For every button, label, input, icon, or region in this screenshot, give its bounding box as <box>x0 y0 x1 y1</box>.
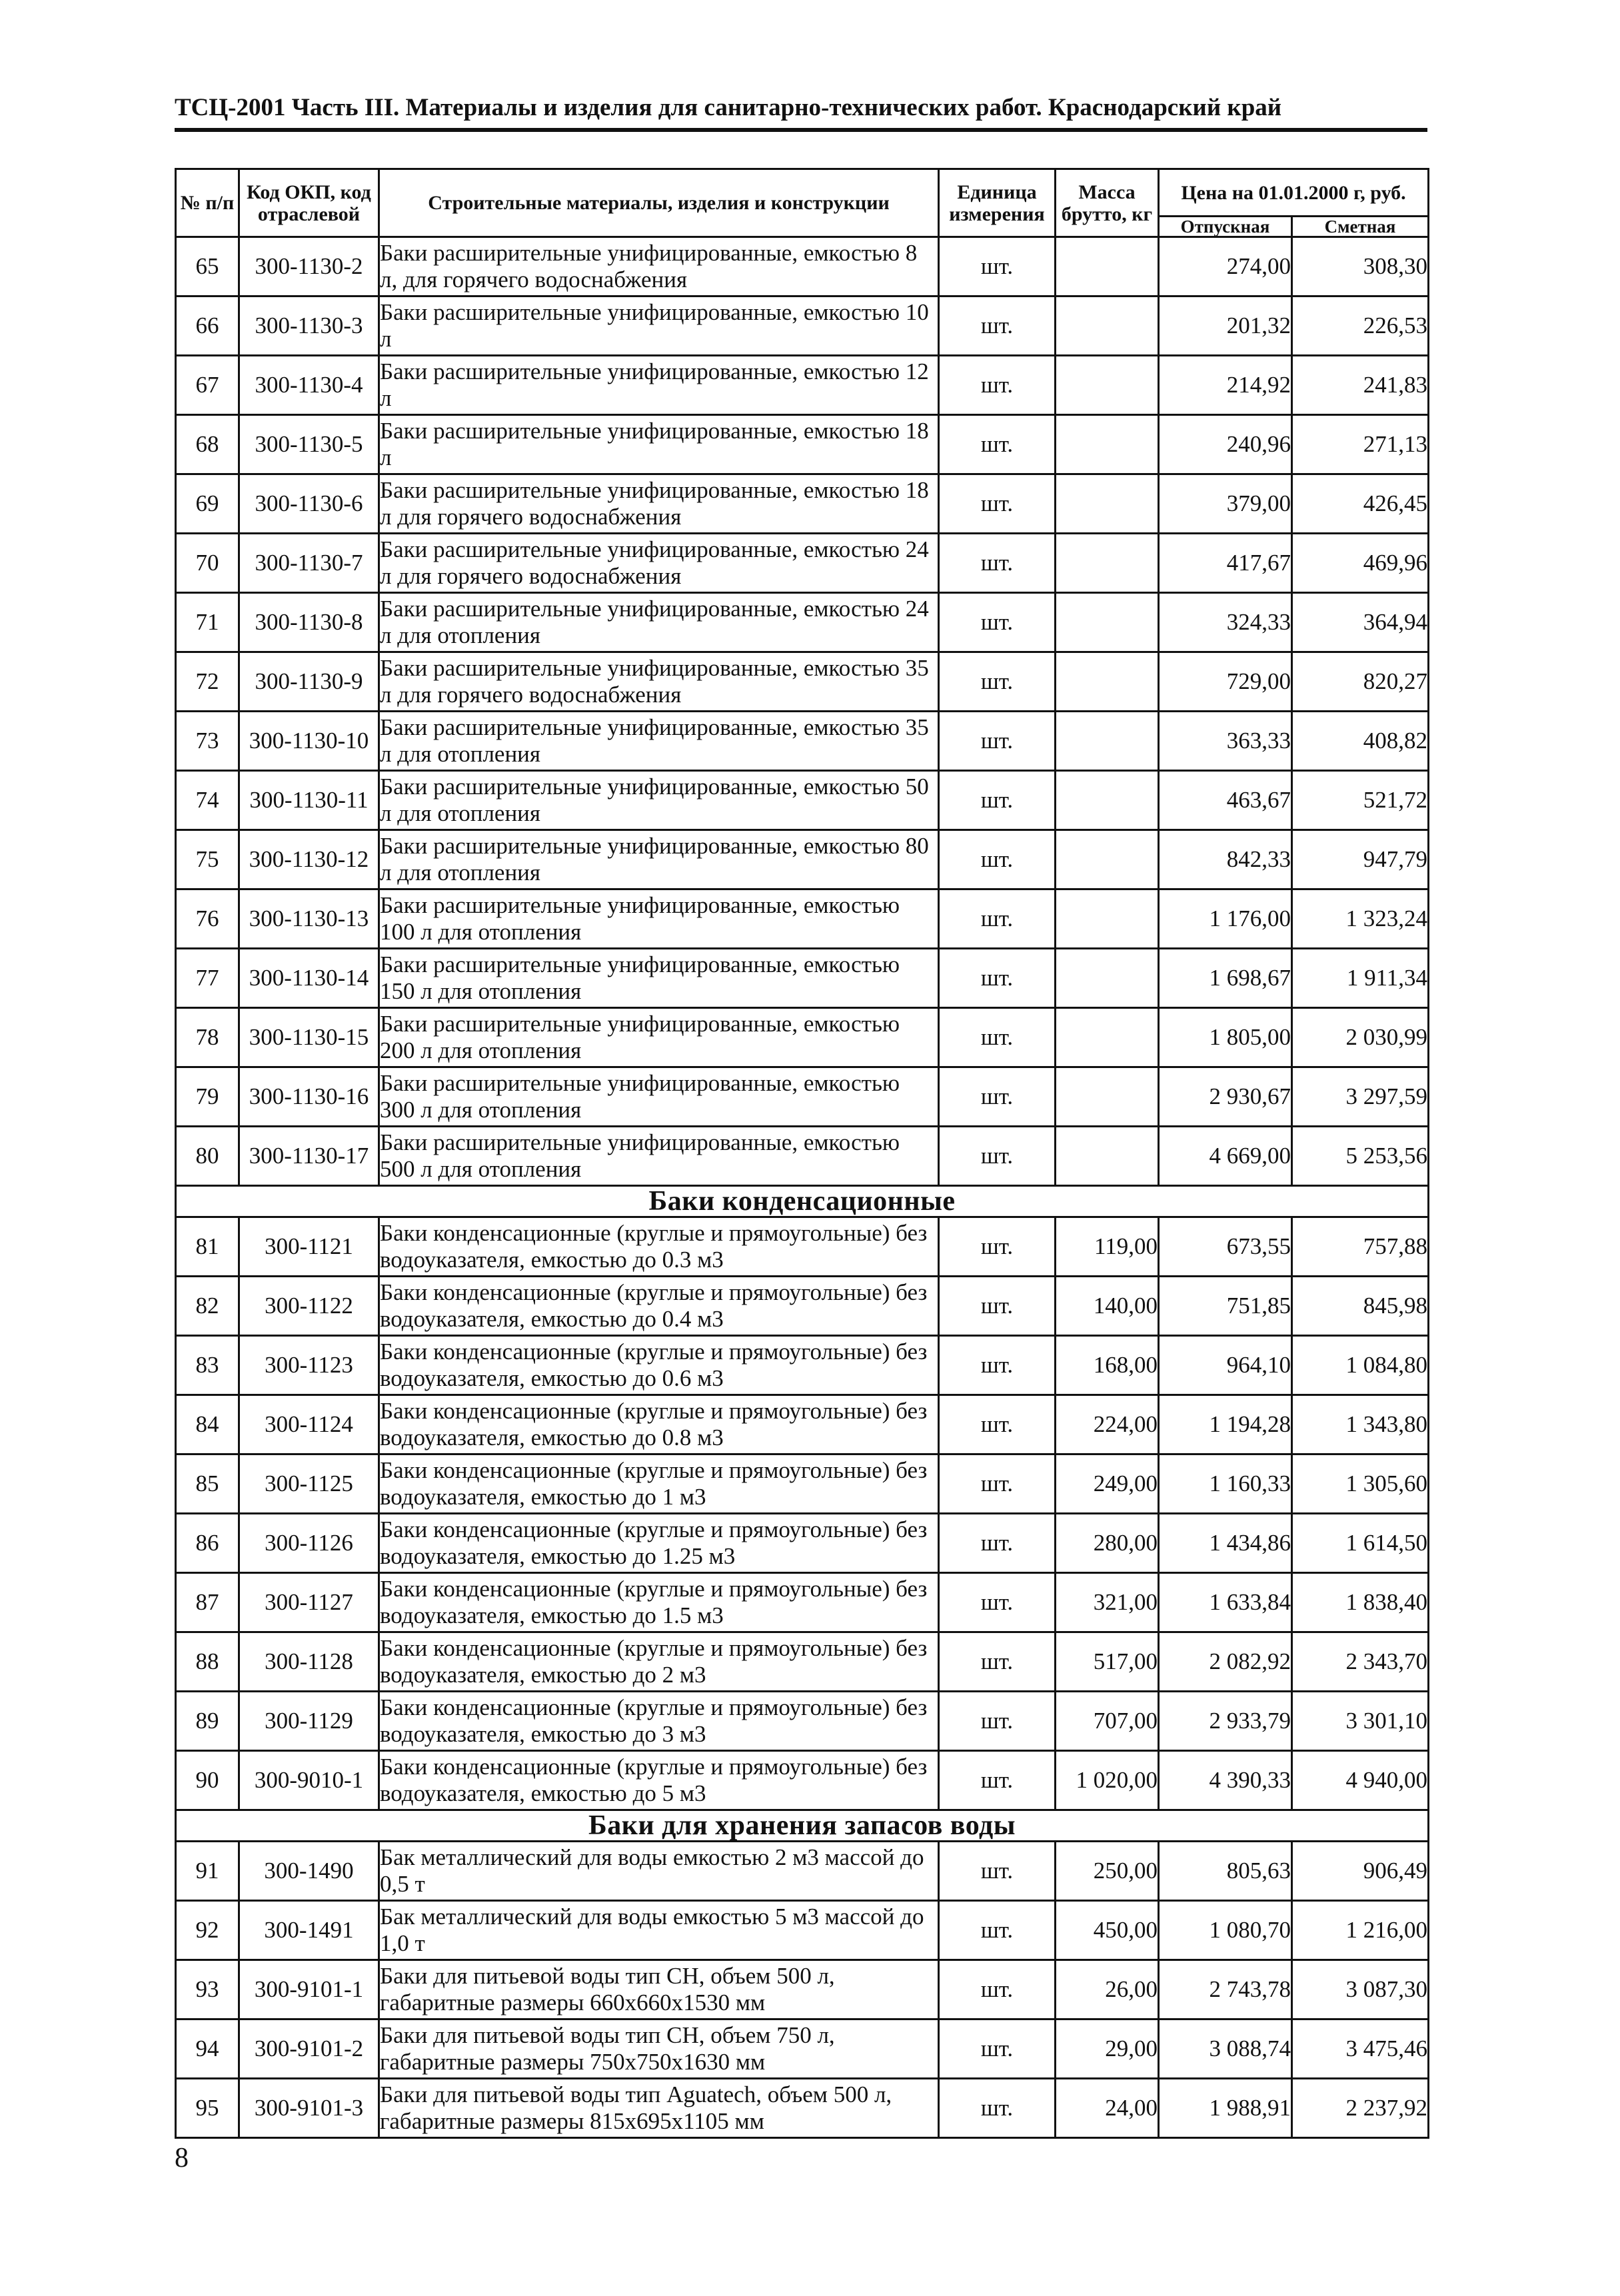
estimate-price-cell: 3 087,30 <box>1292 1960 1429 2019</box>
description-cell: Баки расширительные унифицированные, емкостью 24 л для отопления <box>379 593 939 652</box>
description-cell: Баки расширительные унифицированные, емкостью 35 л для отопления <box>379 712 939 771</box>
table-row <box>176 1395 1429 1454</box>
table-row <box>176 1842 1429 1901</box>
table-row <box>176 1514 1429 1573</box>
description-cell: Баки конденсационные (круглые и прямоугольные) без водоуказателя, емкостью до 1.5 м3 <box>379 1573 939 1632</box>
price-table <box>175 168 1429 2139</box>
unit-cell: шт. <box>939 1008 1056 1067</box>
code-cell: 300-9010-1 <box>239 1751 379 1810</box>
release-price-cell: 2 933,79 <box>1159 1692 1292 1751</box>
row-number-cell: 94 <box>176 2019 239 2079</box>
row-number-cell: 66 <box>176 296 239 356</box>
code-cell: 300-9101-3 <box>239 2079 379 2138</box>
description-cell: Баки расширительные унифицированные, емкостью 200 л для отопления <box>379 1008 939 1067</box>
unit-cell: шт. <box>939 2079 1056 2138</box>
estimate-price-cell: 3 297,59 <box>1292 1067 1429 1127</box>
release-price-cell: 2 930,67 <box>1159 1067 1292 1127</box>
code-cell: 300-1123 <box>239 1336 379 1395</box>
mass-cell: 168,00 <box>1056 1336 1159 1395</box>
estimate-price-cell: 2 030,99 <box>1292 1008 1429 1067</box>
table-row <box>176 2079 1429 2138</box>
code-cell: 300-1130-12 <box>239 830 379 889</box>
table-row <box>176 415 1429 474</box>
table-row <box>176 1454 1429 1514</box>
mass-cell <box>1056 356 1159 415</box>
description-cell: Баки конденсационные (круглые и прямоугольные) без водоуказателя, емкостью до 5 м3 <box>379 1751 939 1810</box>
code-cell: 300-1130-16 <box>239 1067 379 1127</box>
table-row <box>176 534 1429 593</box>
header-price-release: Отпускная <box>1159 217 1292 237</box>
description-cell: Баки расширительные унифицированные, емкостью 18 л для горячего водоснабжения <box>379 474 939 534</box>
row-number-cell: 76 <box>176 889 239 949</box>
mass-cell: 1 020,00 <box>1056 1751 1159 1810</box>
mass-cell: 29,00 <box>1056 2019 1159 2079</box>
row-number-cell: 81 <box>176 1217 239 1277</box>
estimate-price-cell: 2 237,92 <box>1292 2079 1429 2138</box>
release-price-cell: 1 160,33 <box>1159 1454 1292 1514</box>
unit-cell: шт. <box>939 1632 1056 1692</box>
release-price-cell: 4 669,00 <box>1159 1127 1292 1186</box>
mass-cell <box>1056 534 1159 593</box>
estimate-price-cell: 1 084,80 <box>1292 1336 1429 1395</box>
mass-cell: 321,00 <box>1056 1573 1159 1632</box>
row-number-cell: 78 <box>176 1008 239 1067</box>
mass-cell <box>1056 1127 1159 1186</box>
code-cell: 300-1491 <box>239 1901 379 1960</box>
release-price-cell: 417,67 <box>1159 534 1292 593</box>
table-row <box>176 1692 1429 1751</box>
mass-cell <box>1056 712 1159 771</box>
code-cell: 300-1130-10 <box>239 712 379 771</box>
row-number-cell: 69 <box>176 474 239 534</box>
estimate-price-cell: 364,94 <box>1292 593 1429 652</box>
unit-cell: шт. <box>939 771 1056 830</box>
section-header-row <box>176 1810 1429 1842</box>
estimate-price-cell: 426,45 <box>1292 474 1429 534</box>
header-unit: Единица измерения <box>939 169 1056 237</box>
row-number-cell: 90 <box>176 1751 239 1810</box>
code-cell: 300-1127 <box>239 1573 379 1632</box>
mass-cell: 119,00 <box>1056 1217 1159 1277</box>
mass-cell: 224,00 <box>1056 1395 1159 1454</box>
table-row <box>176 1217 1429 1277</box>
mass-cell <box>1056 415 1159 474</box>
table-row <box>176 593 1429 652</box>
release-price-cell: 2 082,92 <box>1159 1632 1292 1692</box>
code-cell: 300-1130-15 <box>239 1008 379 1067</box>
unit-cell: шт. <box>939 1751 1056 1810</box>
unit-cell: шт. <box>939 296 1056 356</box>
table-row <box>176 1067 1429 1127</box>
release-price-cell: 2 743,78 <box>1159 1960 1292 2019</box>
unit-cell: шт. <box>939 889 1056 949</box>
mass-cell <box>1056 237 1159 296</box>
row-number-cell: 65 <box>176 237 239 296</box>
release-price-cell: 1 805,00 <box>1159 1008 1292 1067</box>
estimate-price-cell: 820,27 <box>1292 652 1429 712</box>
description-cell: Баки расширительные унифицированные, емкостью 80 л для отопления <box>379 830 939 889</box>
table-row <box>176 1632 1429 1692</box>
row-number-cell: 70 <box>176 534 239 593</box>
estimate-price-cell: 4 940,00 <box>1292 1751 1429 1810</box>
description-cell: Баки конденсационные (круглые и прямоугольные) без водоуказателя, емкостью до 1.25 м3 <box>379 1514 939 1573</box>
section-header-row <box>176 1186 1429 1217</box>
estimate-price-cell: 3 475,46 <box>1292 2019 1429 2079</box>
estimate-price-cell: 5 253,56 <box>1292 1127 1429 1186</box>
header-price: Цена на 01.01.2000 г, руб. <box>1159 169 1429 217</box>
description-cell: Баки конденсационные (круглые и прямоугольные) без водоуказателя, емкостью до 0.8 м3 <box>379 1395 939 1454</box>
code-cell: 300-1124 <box>239 1395 379 1454</box>
code-cell: 300-1130-14 <box>239 949 379 1008</box>
code-cell: 300-1128 <box>239 1632 379 1692</box>
unit-cell: шт. <box>939 1217 1056 1277</box>
code-cell: 300-1125 <box>239 1454 379 1514</box>
table-row <box>176 1008 1429 1067</box>
mass-cell <box>1056 593 1159 652</box>
unit-cell: шт. <box>939 1395 1056 1454</box>
mass-cell <box>1056 1067 1159 1127</box>
row-number-cell: 75 <box>176 830 239 889</box>
table-row <box>176 296 1429 356</box>
release-price-cell: 964,10 <box>1159 1336 1292 1395</box>
mass-cell: 24,00 <box>1056 2079 1159 2138</box>
unit-cell: шт. <box>939 1336 1056 1395</box>
row-number-cell: 85 <box>176 1454 239 1514</box>
table-row <box>176 237 1429 296</box>
row-number-cell: 68 <box>176 415 239 474</box>
code-cell: 300-1130-4 <box>239 356 379 415</box>
mass-cell <box>1056 652 1159 712</box>
code-cell: 300-1130-11 <box>239 771 379 830</box>
release-price-cell: 1 434,86 <box>1159 1514 1292 1573</box>
unit-cell: шт. <box>939 1573 1056 1632</box>
unit-cell: шт. <box>939 237 1056 296</box>
row-number-cell: 95 <box>176 2079 239 2138</box>
description-cell: Баки расширительные унифицированные, емкостью 12 л <box>379 356 939 415</box>
table-row <box>176 771 1429 830</box>
unit-cell: шт. <box>939 1960 1056 2019</box>
code-cell: 300-1490 <box>239 1842 379 1901</box>
release-price-cell: 729,00 <box>1159 652 1292 712</box>
code-cell: 300-1122 <box>239 1277 379 1336</box>
page-number: 8 <box>175 2143 189 2173</box>
estimate-price-cell: 308,30 <box>1292 237 1429 296</box>
release-price-cell: 274,00 <box>1159 237 1292 296</box>
code-cell: 300-1130-9 <box>239 652 379 712</box>
table-row <box>176 1573 1429 1632</box>
header-num: № п/п <box>176 169 239 237</box>
mass-cell <box>1056 1008 1159 1067</box>
estimate-price-cell: 2 343,70 <box>1292 1632 1429 1692</box>
row-number-cell: 71 <box>176 593 239 652</box>
row-number-cell: 79 <box>176 1067 239 1127</box>
row-number-cell: 83 <box>176 1336 239 1395</box>
estimate-price-cell: 271,13 <box>1292 415 1429 474</box>
unit-cell: шт. <box>939 1514 1056 1573</box>
code-cell: 300-1130-3 <box>239 296 379 356</box>
description-cell: Баки конденсационные (круглые и прямоугольные) без водоуказателя, емкостью до 2 м3 <box>379 1632 939 1692</box>
release-price-cell: 751,85 <box>1159 1277 1292 1336</box>
release-price-cell: 363,33 <box>1159 712 1292 771</box>
row-number-cell: 88 <box>176 1632 239 1692</box>
table-row <box>176 712 1429 771</box>
release-price-cell: 324,33 <box>1159 593 1292 652</box>
estimate-price-cell: 845,98 <box>1292 1277 1429 1336</box>
mass-cell <box>1056 949 1159 1008</box>
estimate-price-cell: 521,72 <box>1292 771 1429 830</box>
code-cell: 300-1130-17 <box>239 1127 379 1186</box>
section-title: Баки для хранения запасов воды <box>176 1810 1429 1842</box>
code-cell: 300-1130-13 <box>239 889 379 949</box>
header-price-estimate: Сметная <box>1292 217 1429 237</box>
table-row <box>176 1901 1429 1960</box>
unit-cell: шт. <box>939 712 1056 771</box>
row-number-cell: 92 <box>176 1901 239 1960</box>
table-body <box>176 237 1429 2138</box>
table-row <box>176 830 1429 889</box>
description-cell: Баки расширительные унифицированные, емкостью 150 л для отопления <box>379 949 939 1008</box>
row-number-cell: 72 <box>176 652 239 712</box>
table-row <box>176 356 1429 415</box>
code-cell: 300-1121 <box>239 1217 379 1277</box>
row-number-cell: 74 <box>176 771 239 830</box>
table-row <box>176 474 1429 534</box>
unit-cell: шт. <box>939 652 1056 712</box>
estimate-price-cell: 408,82 <box>1292 712 1429 771</box>
row-number-cell: 77 <box>176 949 239 1008</box>
unit-cell: шт. <box>939 2019 1056 2079</box>
row-number-cell: 91 <box>176 1842 239 1901</box>
document-title: ТСЦ-2001 Часть III. Материалы и изделия для санитарно-технических работ. Краснодарский край <box>175 94 1282 121</box>
mass-cell <box>1056 296 1159 356</box>
description-cell: Баки расширительные унифицированные, емкостью 50 л для отопления <box>379 771 939 830</box>
description-cell: Баки расширительные унифицированные, емкостью 100 л для отопления <box>379 889 939 949</box>
table-row <box>176 652 1429 712</box>
table-row <box>176 1751 1429 1810</box>
release-price-cell: 1 080,70 <box>1159 1901 1292 1960</box>
mass-cell: 26,00 <box>1056 1960 1159 2019</box>
release-price-cell: 3 088,74 <box>1159 2019 1292 2079</box>
estimate-price-cell: 1 216,00 <box>1292 1901 1429 1960</box>
release-price-cell: 842,33 <box>1159 830 1292 889</box>
release-price-cell: 1 633,84 <box>1159 1573 1292 1632</box>
unit-cell: шт. <box>939 593 1056 652</box>
description-cell: Баки расширительные унифицированные, емкостью 300 л для отопления <box>379 1067 939 1127</box>
estimate-price-cell: 1 323,24 <box>1292 889 1429 949</box>
estimate-price-cell: 1 614,50 <box>1292 1514 1429 1573</box>
description-cell: Баки расширительные унифицированные, емкостью 18 л <box>379 415 939 474</box>
estimate-price-cell: 1 305,60 <box>1292 1454 1429 1514</box>
header-desc: Строительные материалы, изделия и конструкции <box>379 169 939 237</box>
code-cell: 300-1130-8 <box>239 593 379 652</box>
mass-cell <box>1056 771 1159 830</box>
description-cell: Баки для питьевой воды тип СН, объем 750 л, габаритные размеры 750х750х1630 мм <box>379 2019 939 2079</box>
code-cell: 300-9101-2 <box>239 2019 379 2079</box>
code-cell: 300-9101-1 <box>239 1960 379 2019</box>
row-number-cell: 84 <box>176 1395 239 1454</box>
estimate-price-cell: 469,96 <box>1292 534 1429 593</box>
release-price-cell: 805,63 <box>1159 1842 1292 1901</box>
code-cell: 300-1126 <box>239 1514 379 1573</box>
table-row <box>176 2019 1429 2079</box>
unit-cell: шт. <box>939 1454 1056 1514</box>
table-row <box>176 1960 1429 2019</box>
unit-cell: шт. <box>939 1067 1056 1127</box>
unit-cell: шт. <box>939 356 1056 415</box>
estimate-price-cell: 226,53 <box>1292 296 1429 356</box>
row-number-cell: 80 <box>176 1127 239 1186</box>
header-rule <box>175 128 1427 132</box>
release-price-cell: 673,55 <box>1159 1217 1292 1277</box>
mass-cell: 450,00 <box>1056 1901 1159 1960</box>
description-cell: Баки расширительные унифицированные, емкостью 10 л <box>379 296 939 356</box>
header-code: Код ОКП, код отраслевой <box>239 169 379 237</box>
release-price-cell: 379,00 <box>1159 474 1292 534</box>
row-number-cell: 82 <box>176 1277 239 1336</box>
unit-cell: шт. <box>939 1277 1056 1336</box>
mass-cell: 517,00 <box>1056 1632 1159 1692</box>
table-row <box>176 1277 1429 1336</box>
description-cell: Баки конденсационные (круглые и прямоугольные) без водоуказателя, емкостью до 3 м3 <box>379 1692 939 1751</box>
description-cell: Баки для питьевой воды тип СН, объем 500 л, габаритные размеры 660х660х1530 мм <box>379 1960 939 2019</box>
release-price-cell: 1 176,00 <box>1159 889 1292 949</box>
code-cell: 300-1130-6 <box>239 474 379 534</box>
description-cell: Баки конденсационные (круглые и прямоугольные) без водоуказателя, емкостью до 1 м3 <box>379 1454 939 1514</box>
section-title: Баки конденсационные <box>176 1186 1429 1217</box>
release-price-cell: 1 698,67 <box>1159 949 1292 1008</box>
description-cell: Баки конденсационные (круглые и прямоугольные) без водоуказателя, емкостью до 0.4 м3 <box>379 1277 939 1336</box>
description-cell: Баки для питьевой воды тип Aguatech, объем 500 л, габаритные размеры 815х695х1105 мм <box>379 2079 939 2138</box>
mass-cell <box>1056 889 1159 949</box>
description-cell: Баки расширительные унифицированные, емкостью 35 л для горячего водоснабжения <box>379 652 939 712</box>
description-cell: Баки расширительные унифицированные, емкостью 8 л, для горячего водоснабжения <box>379 237 939 296</box>
mass-cell: 707,00 <box>1056 1692 1159 1751</box>
description-cell: Баки расширительные унифицированные, емкостью 24 л для горячего водоснабжения <box>379 534 939 593</box>
unit-cell: шт. <box>939 1127 1056 1186</box>
row-number-cell: 89 <box>176 1692 239 1751</box>
estimate-price-cell: 947,79 <box>1292 830 1429 889</box>
mass-cell: 140,00 <box>1056 1277 1159 1336</box>
description-cell: Бак металлический для воды емкостью 5 м3 массой до 1,0 т <box>379 1901 939 1960</box>
table-row <box>176 889 1429 949</box>
unit-cell: шт. <box>939 1692 1056 1751</box>
unit-cell: шт. <box>939 474 1056 534</box>
unit-cell: шт. <box>939 534 1056 593</box>
mass-cell: 280,00 <box>1056 1514 1159 1573</box>
estimate-price-cell: 1 838,40 <box>1292 1573 1429 1632</box>
description-cell: Баки конденсационные (круглые и прямоугольные) без водоуказателя, емкостью до 0.6 м3 <box>379 1336 939 1395</box>
release-price-cell: 201,32 <box>1159 296 1292 356</box>
unit-cell: шт. <box>939 1901 1056 1960</box>
estimate-price-cell: 1 343,80 <box>1292 1395 1429 1454</box>
row-number-cell: 86 <box>176 1514 239 1573</box>
estimate-price-cell: 1 911,34 <box>1292 949 1429 1008</box>
code-cell: 300-1129 <box>239 1692 379 1751</box>
release-price-cell: 463,67 <box>1159 771 1292 830</box>
code-cell: 300-1130-2 <box>239 237 379 296</box>
mass-cell: 249,00 <box>1056 1454 1159 1514</box>
release-price-cell: 1 988,91 <box>1159 2079 1292 2138</box>
table-row <box>176 949 1429 1008</box>
release-price-cell: 1 194,28 <box>1159 1395 1292 1454</box>
release-price-cell: 4 390,33 <box>1159 1751 1292 1810</box>
unit-cell: шт. <box>939 415 1056 474</box>
description-cell: Баки расширительные унифицированные, емкостью 500 л для отопления <box>379 1127 939 1186</box>
row-number-cell: 73 <box>176 712 239 771</box>
table-row <box>176 1127 1429 1186</box>
release-price-cell: 214,92 <box>1159 356 1292 415</box>
code-cell: 300-1130-5 <box>239 415 379 474</box>
release-price-cell: 240,96 <box>1159 415 1292 474</box>
unit-cell: шт. <box>939 1842 1056 1901</box>
mass-cell <box>1056 474 1159 534</box>
header-mass: Масса брутто, кг <box>1056 169 1159 237</box>
unit-cell: шт. <box>939 949 1056 1008</box>
estimate-price-cell: 241,83 <box>1292 356 1429 415</box>
table-row <box>176 1336 1429 1395</box>
row-number-cell: 87 <box>176 1573 239 1632</box>
mass-cell <box>1056 830 1159 889</box>
description-cell: Баки конденсационные (круглые и прямоугольные) без водоуказателя, емкостью до 0.3 м3 <box>379 1217 939 1277</box>
row-number-cell: 93 <box>176 1960 239 2019</box>
row-number-cell: 67 <box>176 356 239 415</box>
estimate-price-cell: 906,49 <box>1292 1842 1429 1901</box>
code-cell: 300-1130-7 <box>239 534 379 593</box>
description-cell: Бак металлический для воды емкостью 2 м3 массой до 0,5 т <box>379 1842 939 1901</box>
unit-cell: шт. <box>939 830 1056 889</box>
estimate-price-cell: 3 301,10 <box>1292 1692 1429 1751</box>
mass-cell: 250,00 <box>1056 1842 1159 1901</box>
estimate-price-cell: 757,88 <box>1292 1217 1429 1277</box>
